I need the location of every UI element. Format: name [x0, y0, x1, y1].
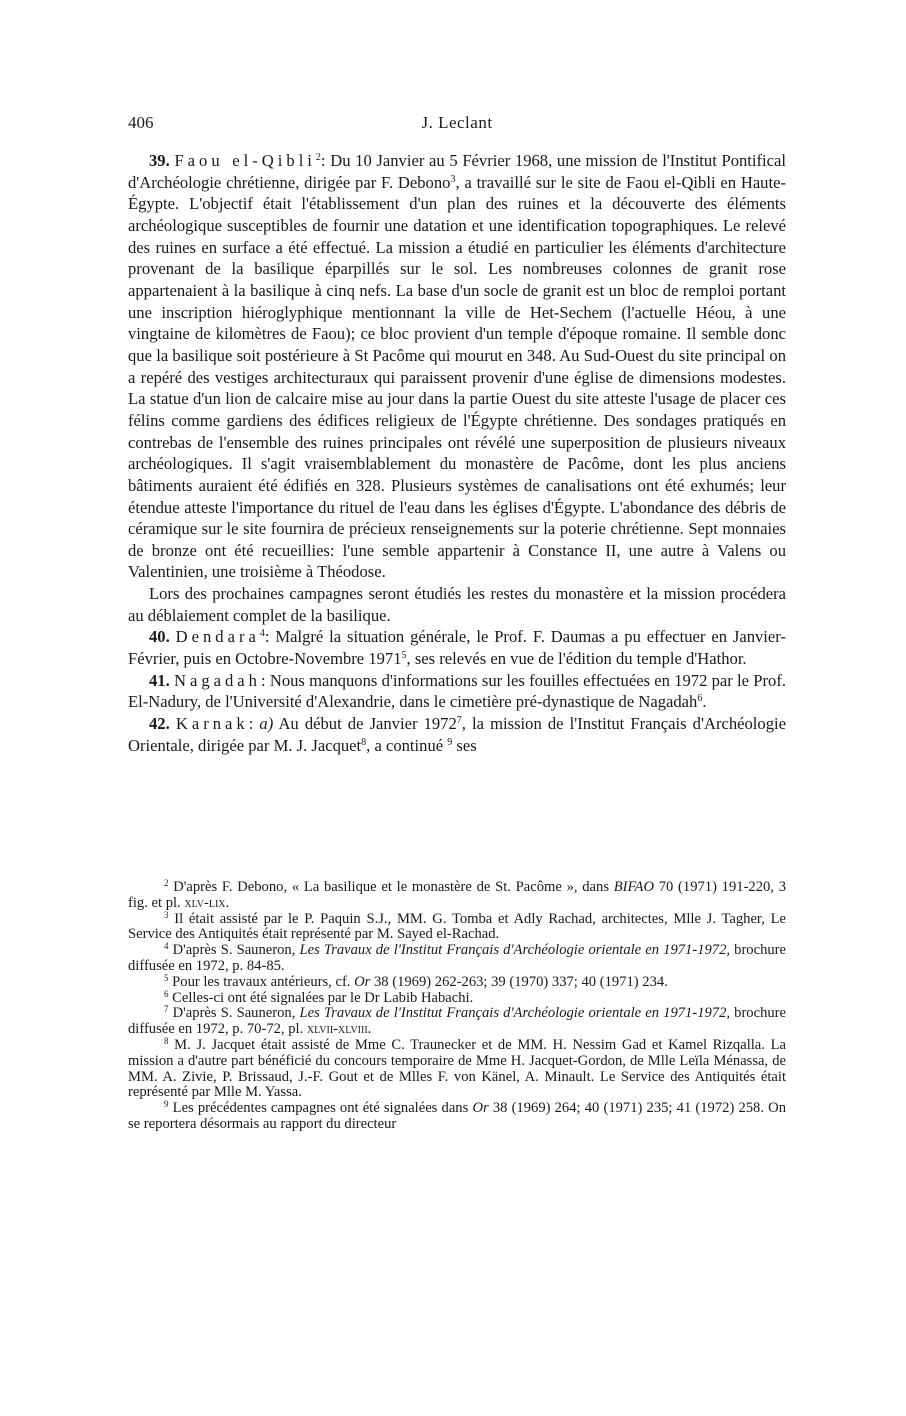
- section-number: 41.: [149, 670, 170, 690]
- paragraph-text: : Du 10 Janvier au 5 Février 1968, une mission de l'Institut Pontifical d'Archéologie chrétienne, dirigée par F. Debono: [128, 151, 787, 192]
- footnote-text: .: [225, 894, 230, 911]
- paragraph-text: , a continué: [366, 735, 444, 755]
- footnote-text: Il était assisté par le P. Paquin S.J., MM. G. Tomba et Adly Rachad, architectes, Mlle J. Tagher, Le Service des Antiquités était représenté par M. Sayed el-Rachad.: [128, 910, 786, 943]
- site-name: Nagadah: [174, 670, 261, 690]
- footnote-7: [128, 1006, 786, 1038]
- footnote-mark: 4: [164, 941, 169, 952]
- site-name: Dendara: [175, 627, 260, 647]
- footnote-text: M. J. Jacquet était assisté de Mme C. Traunecker et de MM. H. Nessim Gad et Kamel Rizqalla. La mission a d'autre part bénéficié du concours temporaire de Mme H. Jacquet-Gordon, de Mlle Leïla Ménassa, de MM. A. Zivie, P. Brissaud, J.-F. Gout et de Mlles F. von Känel, A. Minault. Le Service des Antiquités était représenté par Mlle M. Yassa.: [128, 1036, 786, 1101]
- paragraph-41: [128, 670, 786, 713]
- paragraph-text: , ses relevés en vue de l'édition du temple d'Hathor.: [406, 649, 747, 669]
- footnotes: [128, 880, 786, 1133]
- paragraph-text: Au début de Janvier 1972: [273, 714, 457, 734]
- paragraph-40: [128, 626, 786, 669]
- footnote-ref[interactable]: 4: [259, 628, 265, 640]
- footnote-ref[interactable]: 6: [697, 693, 703, 705]
- page-number: 406: [128, 113, 154, 132]
- footnote-ref[interactable]: 2: [315, 152, 321, 163]
- footnote-ref[interactable]: 8: [361, 736, 367, 748]
- site-name: Karnak: [175, 714, 249, 734]
- footnote-text: .: [367, 1021, 372, 1038]
- section-number: 40.: [149, 627, 170, 647]
- footnote-text: D'après S. Sauneron,: [172, 942, 300, 959]
- footnote-text: Les précédentes campagnes ont été signalées dans: [172, 1100, 473, 1117]
- footnote-text: Celles-ci ont été signalées par le Dr Labib Habachi.: [172, 989, 474, 1006]
- publication-title: Les Travaux de l'Institut Français d'Archéologie orientale en 1971-1972,: [299, 1005, 731, 1022]
- footnote-3: [128, 909, 786, 944]
- journal-abbrev: BIFAO: [613, 879, 654, 895]
- footnote-5: [128, 972, 786, 991]
- footnote-2: [128, 880, 786, 912]
- plate-range: xlv-lix: [184, 894, 226, 911]
- footnote-text: 70 (1971) 191-220, 3 fig. et pl.: [128, 879, 786, 911]
- footnote-mark: 7: [164, 1004, 169, 1015]
- paragraph-42: [128, 713, 786, 756]
- footnote-mark: 6: [164, 988, 169, 999]
- footnote-mark: 9: [164, 1099, 169, 1110]
- footnote-text: 38 (1969) 264; 40 (1971) 235; 41 (1972) 258. On se reportera désormais au rapport du directeur: [128, 1100, 786, 1132]
- footnote-6: [128, 988, 786, 1007]
- footnote-4: [128, 943, 786, 975]
- plate-range: xlvii-xlviii: [306, 1021, 368, 1038]
- footnote-8: [128, 1035, 786, 1101]
- footnote-ref[interactable]: 3: [450, 173, 456, 185]
- item-marker: a): [259, 714, 274, 734]
- publication-title: Les Travaux de l'Institut Français d'Archéologie orientale en 1971-1972,: [299, 942, 731, 959]
- paragraph-39: [128, 150, 786, 583]
- footnote-text: D'après S. Sauneron,: [172, 1005, 300, 1022]
- section-number: 39.: [149, 151, 170, 170]
- paragraph-text: , a travaillé sur le site de Faou el-Qibli en Haute-Égypte. L'objectif était l'établissement d'un plan des ruines et la découverte des éléments archéologique susceptibles de fournir une datation et une identification topographiques. Le relevé des ruines en surface a été effectué. La mission a étudié en particulier les éléments d'architecture provenant de la basilique éparpillés sur le sol. Les nombreuses colonnes de granit rose appartenaient à la basilique à cinq nefs. La base d'un socle de granit est un bloc de remploi portant une inscription hiéroglyphique mentionnant la ville de Het-Sechem (l'actuelle Héou, à une vingtaine de kilomètres de Faou); ce bloc provient d'un temple d'époque romaine. Il semble donc que la basilique soit postérieure à St Pacôme qui mourut en 348. Au Sud-Ouest du site principal on a repéré des vestiges architecturaux qui paraissent provenir d'une église de dimensions modestes. La statue d'un lion de calcaire mise au jour dans la partie Ouest du site atteste l'usage de placer ces félins comme gardiens des édifices religieux de l'Égypte chrétienne. Des sondages pratiqués en contrebas de l'ensemble des ruines principales ont révélé une superposition de plusieurs niveaux archéologiques. Il s'agit vraisemblablement du monastère de Pacôme, dont les plus anciens bâtiments auraient été édifiés en 328. Plusieurs systèmes de canalisations ont été exhumés; leur étendue atteste l'importance du rituel de l'eau dans les églises d'Égypte. L'abondance des débris de céramique sur le site fournira de précieux renseignements sur la poterie chrétienne. Sept monnaies de bronze ont été recueillies: l'une semble appartenir à Constance II, une autre à Valens ou Valentinien, une troisième à Théodose.: [128, 172, 786, 582]
- footnote-text: brochure diffusée en 1972, p. 84-85.: [128, 942, 787, 974]
- footnote-text: 38 (1969) 262-263; 39 (1970) 337; 40 (1971) 234.: [370, 973, 668, 990]
- footnote-text: Pour les travaux antérieurs, cf.: [172, 973, 355, 990]
- paragraph-text: : Nous manquons d'informations sur les fouilles effectuées en 1972 par le Prof. El-Nadury, de l'Université d'Alexandrie, dans le cimetière pré-dynastique de Nagadah: [128, 670, 786, 712]
- footnote-mark: 8: [164, 1035, 169, 1046]
- site-name: Faou el-Qibli: [174, 151, 316, 170]
- section-number: 42.: [149, 714, 170, 734]
- footnote-mark: 2: [164, 878, 169, 888]
- running-head: [128, 113, 786, 137]
- paragraph-text: .: [702, 692, 707, 712]
- paragraph-text: : Malgré la situation générale, le Prof. F. Daumas a pu effectuer en Janvier-Février, puis en Octobre-Novembre 1971: [128, 627, 786, 669]
- body-text: [128, 150, 786, 756]
- journal-abbrev: Or: [354, 973, 371, 990]
- footnote-mark: 3: [164, 909, 169, 920]
- footnote-ref[interactable]: 5: [401, 650, 407, 662]
- running-title: J. Leclant: [421, 113, 493, 132]
- paragraph-text: , la mission de l'Institut Français d'Archéologie Orientale, dirigée par M. J. Jacquet: [128, 714, 786, 755]
- footnote-text: D'après F. Debono, « La basilique et le monastère de St. Pacôme », dans: [173, 879, 614, 895]
- footnote-ref[interactable]: 7: [456, 715, 462, 727]
- footnote-mark: 5: [164, 972, 169, 983]
- footnote-text: brochure diffusée en 1972, p. 70-72, pl.: [128, 1005, 787, 1038]
- paragraph-39-continued: Lors des prochaines campagnes seront étudiés les restes du monastère et la mission procédera au déblaiement complet de la basilique.: [128, 584, 786, 625]
- paragraph-text: :: [248, 714, 260, 734]
- journal-abbrev: Or: [472, 1100, 489, 1117]
- footnote-9: [128, 1101, 786, 1133]
- footnote-ref[interactable]: 9: [447, 736, 453, 748]
- paragraph-text: ses: [452, 735, 477, 755]
